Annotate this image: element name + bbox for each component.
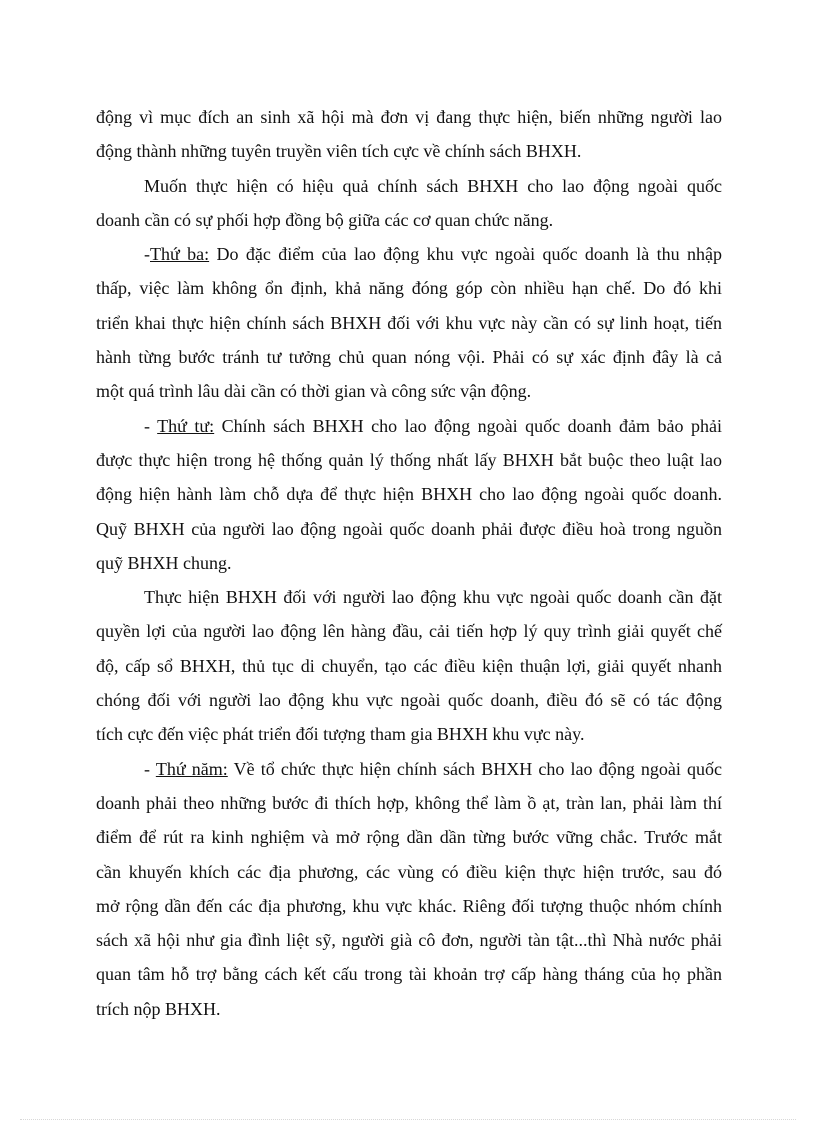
text-line: hành từng bước tránh tư tưởng chủ quan nóng vội. Phải có sự xác định đây là cả	[96, 347, 722, 368]
text-line: cần khuyến khích các địa phương, các vùng có điều kiện thực hiện trước, sau đó	[96, 861, 722, 882]
text-line: động thành những tuyên truyền viên tích cực về chính sách BHXH.	[96, 141, 582, 162]
text-line	[96, 237, 722, 271]
text-line: Thực hiện BHXH đối với người lao động khu vực ngoài quốc doanh cần đặt	[144, 587, 722, 608]
text-line	[96, 409, 722, 443]
text-line: trích nộp BHXH.	[96, 998, 221, 1019]
line-text: Chính sách BHXH cho lao động ngoài quốc doanh đảm bảo phải	[214, 415, 723, 436]
text-line: quyền lợi của người lao động lên hàng đầu, cải tiến hợp lý quy trình giải quyết chế	[96, 621, 722, 642]
text-line: sách xã hội như gia đình liệt sỹ, người già cô đơn, người tàn tật...thì Nhà nước phải	[96, 930, 722, 951]
text-line: quỹ BHXH chung.	[96, 552, 232, 573]
heading-thu-tu: Thứ tư:	[157, 415, 215, 436]
body-text	[96, 100, 722, 1026]
text-line: động vì mục đích an sinh xã hội mà đơn vị đang thực hiện, biến những người lao	[96, 107, 722, 127]
text-line: tích cực đến việc phát triển đối tượng tham gia BHXH khu vực này.	[96, 724, 585, 745]
text-line	[96, 752, 722, 786]
heading-thu-ba: Thứ ba:	[150, 244, 210, 265]
text-line: một quá trình lâu dài cần có thời gian và công sức vận động.	[96, 381, 532, 402]
text-line: quan tâm hỗ trợ bằng cách kết cấu trong tài khoản trợ cấp hàng tháng của họ phần	[96, 964, 722, 985]
text-line: thấp, việc làm không ổn định, khả năng đóng góp còn nhiều hạn chế. Do đó khi	[96, 278, 722, 299]
item-prefix: -	[144, 415, 158, 436]
line-text: Về tổ chức thực hiện chính sách BHXH cho lao động ngoài quốc	[227, 758, 723, 779]
heading-thu-nam: Thứ năm:	[155, 758, 228, 779]
text-line: doanh phải theo những bước đi thích hợp, không thể làm ồ ạt, tràn lan, phải làm thí	[96, 792, 722, 813]
text-line: động hiện hành làm chỗ dựa để thực hiện BHXH cho lao động ngoài quốc doanh.	[96, 484, 722, 505]
text-line: độ, cấp sổ BHXH, thủ tục di chuyển, tạo các điều kiện thuận lợi, giải quyết nhanh	[96, 655, 722, 676]
line-text: Do đặc điểm của lao động khu vực ngoài quốc doanh là thu nhập	[209, 244, 722, 265]
text-line: Quỹ BHXH của người lao động ngoài quốc doanh phải được điều hoà trong nguồn	[96, 518, 722, 539]
text-line: Muốn thực hiện có hiệu quả chính sách BHXH cho lao động ngoài quốc	[144, 175, 722, 196]
item-prefix: -	[144, 758, 156, 779]
item-prefix: -	[144, 244, 150, 265]
page-bottom-divider	[20, 1119, 796, 1120]
text-line: triển khai thực hiện chính sách BHXH đối với khu vực này cần có sự linh hoạt, tiến	[96, 312, 722, 333]
text-line: doanh cần có sự phối hợp đồng bộ giữa các cơ quan chức năng.	[96, 209, 554, 230]
text-line: chóng đối với người lao động khu vực ngoài quốc doanh, điều đó sẽ có tác động	[96, 690, 722, 711]
text-line: được thực hiện trong hệ thống quản lý thống nhất lấy BHXH bắt buộc theo luật lao	[96, 449, 722, 470]
text-line: mở rộng dần đến các địa phương, khu vực khác. Riêng đối tượng thuộc nhóm chính	[96, 895, 722, 916]
text-line: điểm để rút ra kinh nghiệm và mở rộng dần dần từng bước vững chắc. Trước mắt	[96, 827, 722, 848]
